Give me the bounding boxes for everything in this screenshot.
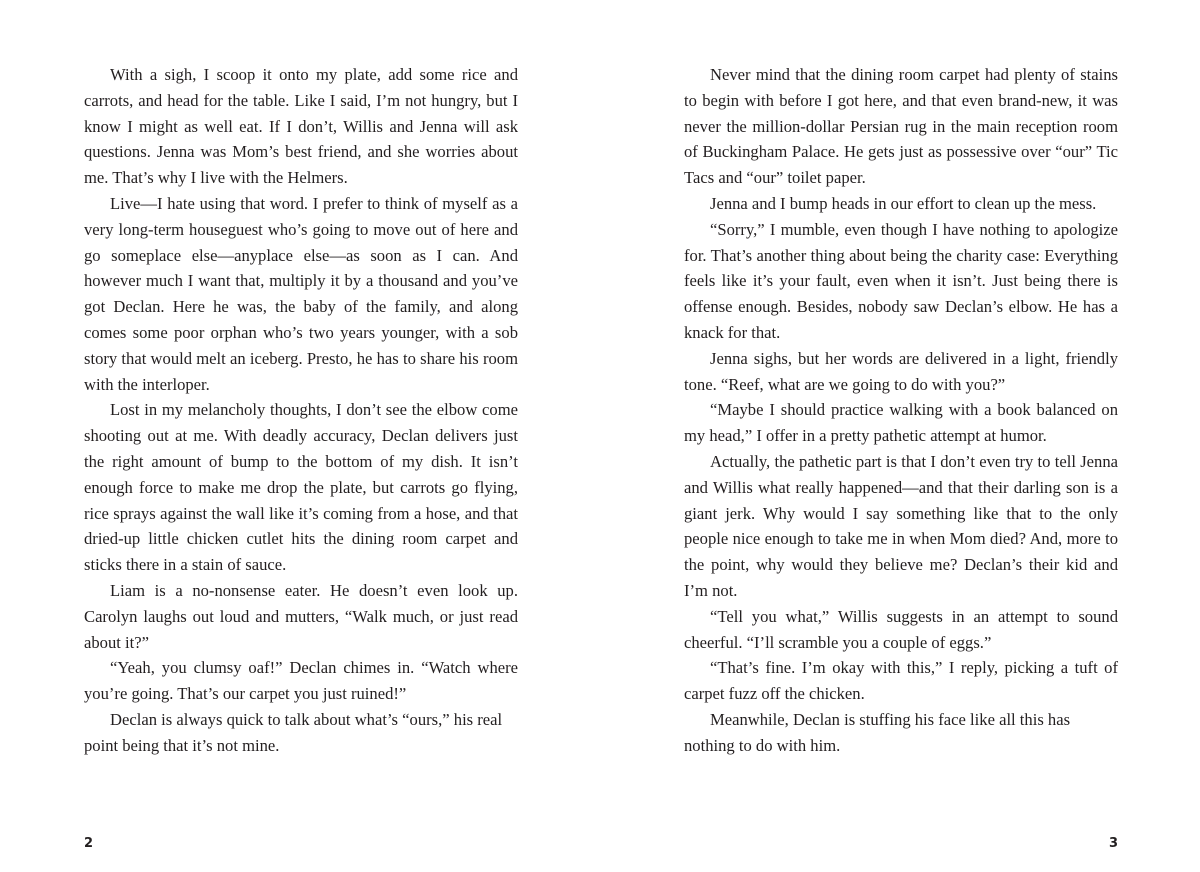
- paragraph: “Yeah, you clumsy oaf!” Declan chimes in. “Watch where you’re going. That’s our carpet you just ruined!”: [84, 658, 518, 704]
- paragraph: Never mind that the dining room carpet had plenty of stains to begin with before I got here, and that even brand-new, it was never the million-dollar Persian rug in the main reception room of Buckingham Palace. He gets just as possessive over “our” Tic Tacs and “our” toilet paper.: [684, 65, 1118, 188]
- paragraph: “Maybe I should practice walking with a book balanced on my head,” I offer in a pretty pathetic attempt at humor.: [684, 400, 1118, 446]
- paragraph: “Tell you what,” Willis suggests in an attempt to sound cheerful. “I’ll scramble you a couple of eggs.”: [684, 606, 1118, 652]
- page-number: 3: [1108, 836, 1118, 851]
- page-number: 2: [84, 836, 94, 851]
- paragraph: Actually, the pathetic part is that I don’t even try to tell Jenna and Willis what really happened—and that their darling son is a giant jerk. Why would I say something like that to the only people nice enough to take me in when Mom died? And, more to the point, why would they believe me? Declan’s their kid and I’m not.: [684, 451, 1118, 600]
- paragraph: Jenna sighs, but her words are delivered in a light, friendly tone. “Reef, what are we going to do with you?”: [684, 348, 1118, 394]
- left-page: [84, 62, 518, 852]
- paragraph: “That’s fine. I’m okay with this,” I reply, picking a tuft of carpet fuzz off the chicken.: [684, 658, 1118, 704]
- paragraph: Liam is a no-nonsense eater. He doesn’t even look up. Carolyn laughs out loud and mutters, “Walk much, or just read about it?”: [84, 580, 518, 652]
- right-page: [684, 62, 1118, 852]
- paragraph: Meanwhile, Declan is stuffing his face like all this has nothing to do with him.: [684, 709, 1071, 755]
- paragraph: “Sorry,” I mumble, even though I have nothing to apologize for. That’s another thing about being the charity case: Everything feels like it’s your fault, even when it isn’t. Just being there is offense enough. Besides, nobody saw Declan’s elbow. He has a knack for that.: [684, 219, 1118, 342]
- paragraph: With a sigh, I scoop it onto my plate, add some rice and carrots, and head for the table. Like I said, I’m not hungry, but I know I might as well eat. If I don’t, Willis and Jenna will ask questions. Jenna was Mom’s best friend, and she worries about me. That’s why I live with the Helmers.: [84, 65, 518, 188]
- right-page-body: [684, 62, 1118, 759]
- left-page-body: [84, 62, 518, 759]
- paragraph: Jenna and I bump heads in our effort to clean up the mess.: [710, 193, 1097, 213]
- paragraph: Live—I hate using that word. I prefer to think of myself as a very long-term houseguest who’s going to move out of here and go someplace else—anyplace else—as soon as I can. And however much I want that, multiply it by a thousand and you’ve got Declan. Here he was, the baby of the family, and along comes some poor orphan who’s two years younger, with a sob story that would melt an iceberg. Presto, he has to share his room with the interloper.: [84, 193, 518, 394]
- paragraph: Declan is always quick to talk about what’s “ours,” his real point being that it’s not mine.: [84, 709, 503, 755]
- paragraph: Lost in my melancholy thoughts, I don’t see the elbow come shooting out at me. With deadly accuracy, Declan delivers just the right amount of bump to the bottom of my dish. It isn’t enough force to make me drop the plate, but carrots go flying, rice sprays against the wall like it’s coming from a hose, and that dried-up little chicken cutlet hits the dining room carpet and sticks there in a stain of sauce.: [84, 400, 518, 575]
